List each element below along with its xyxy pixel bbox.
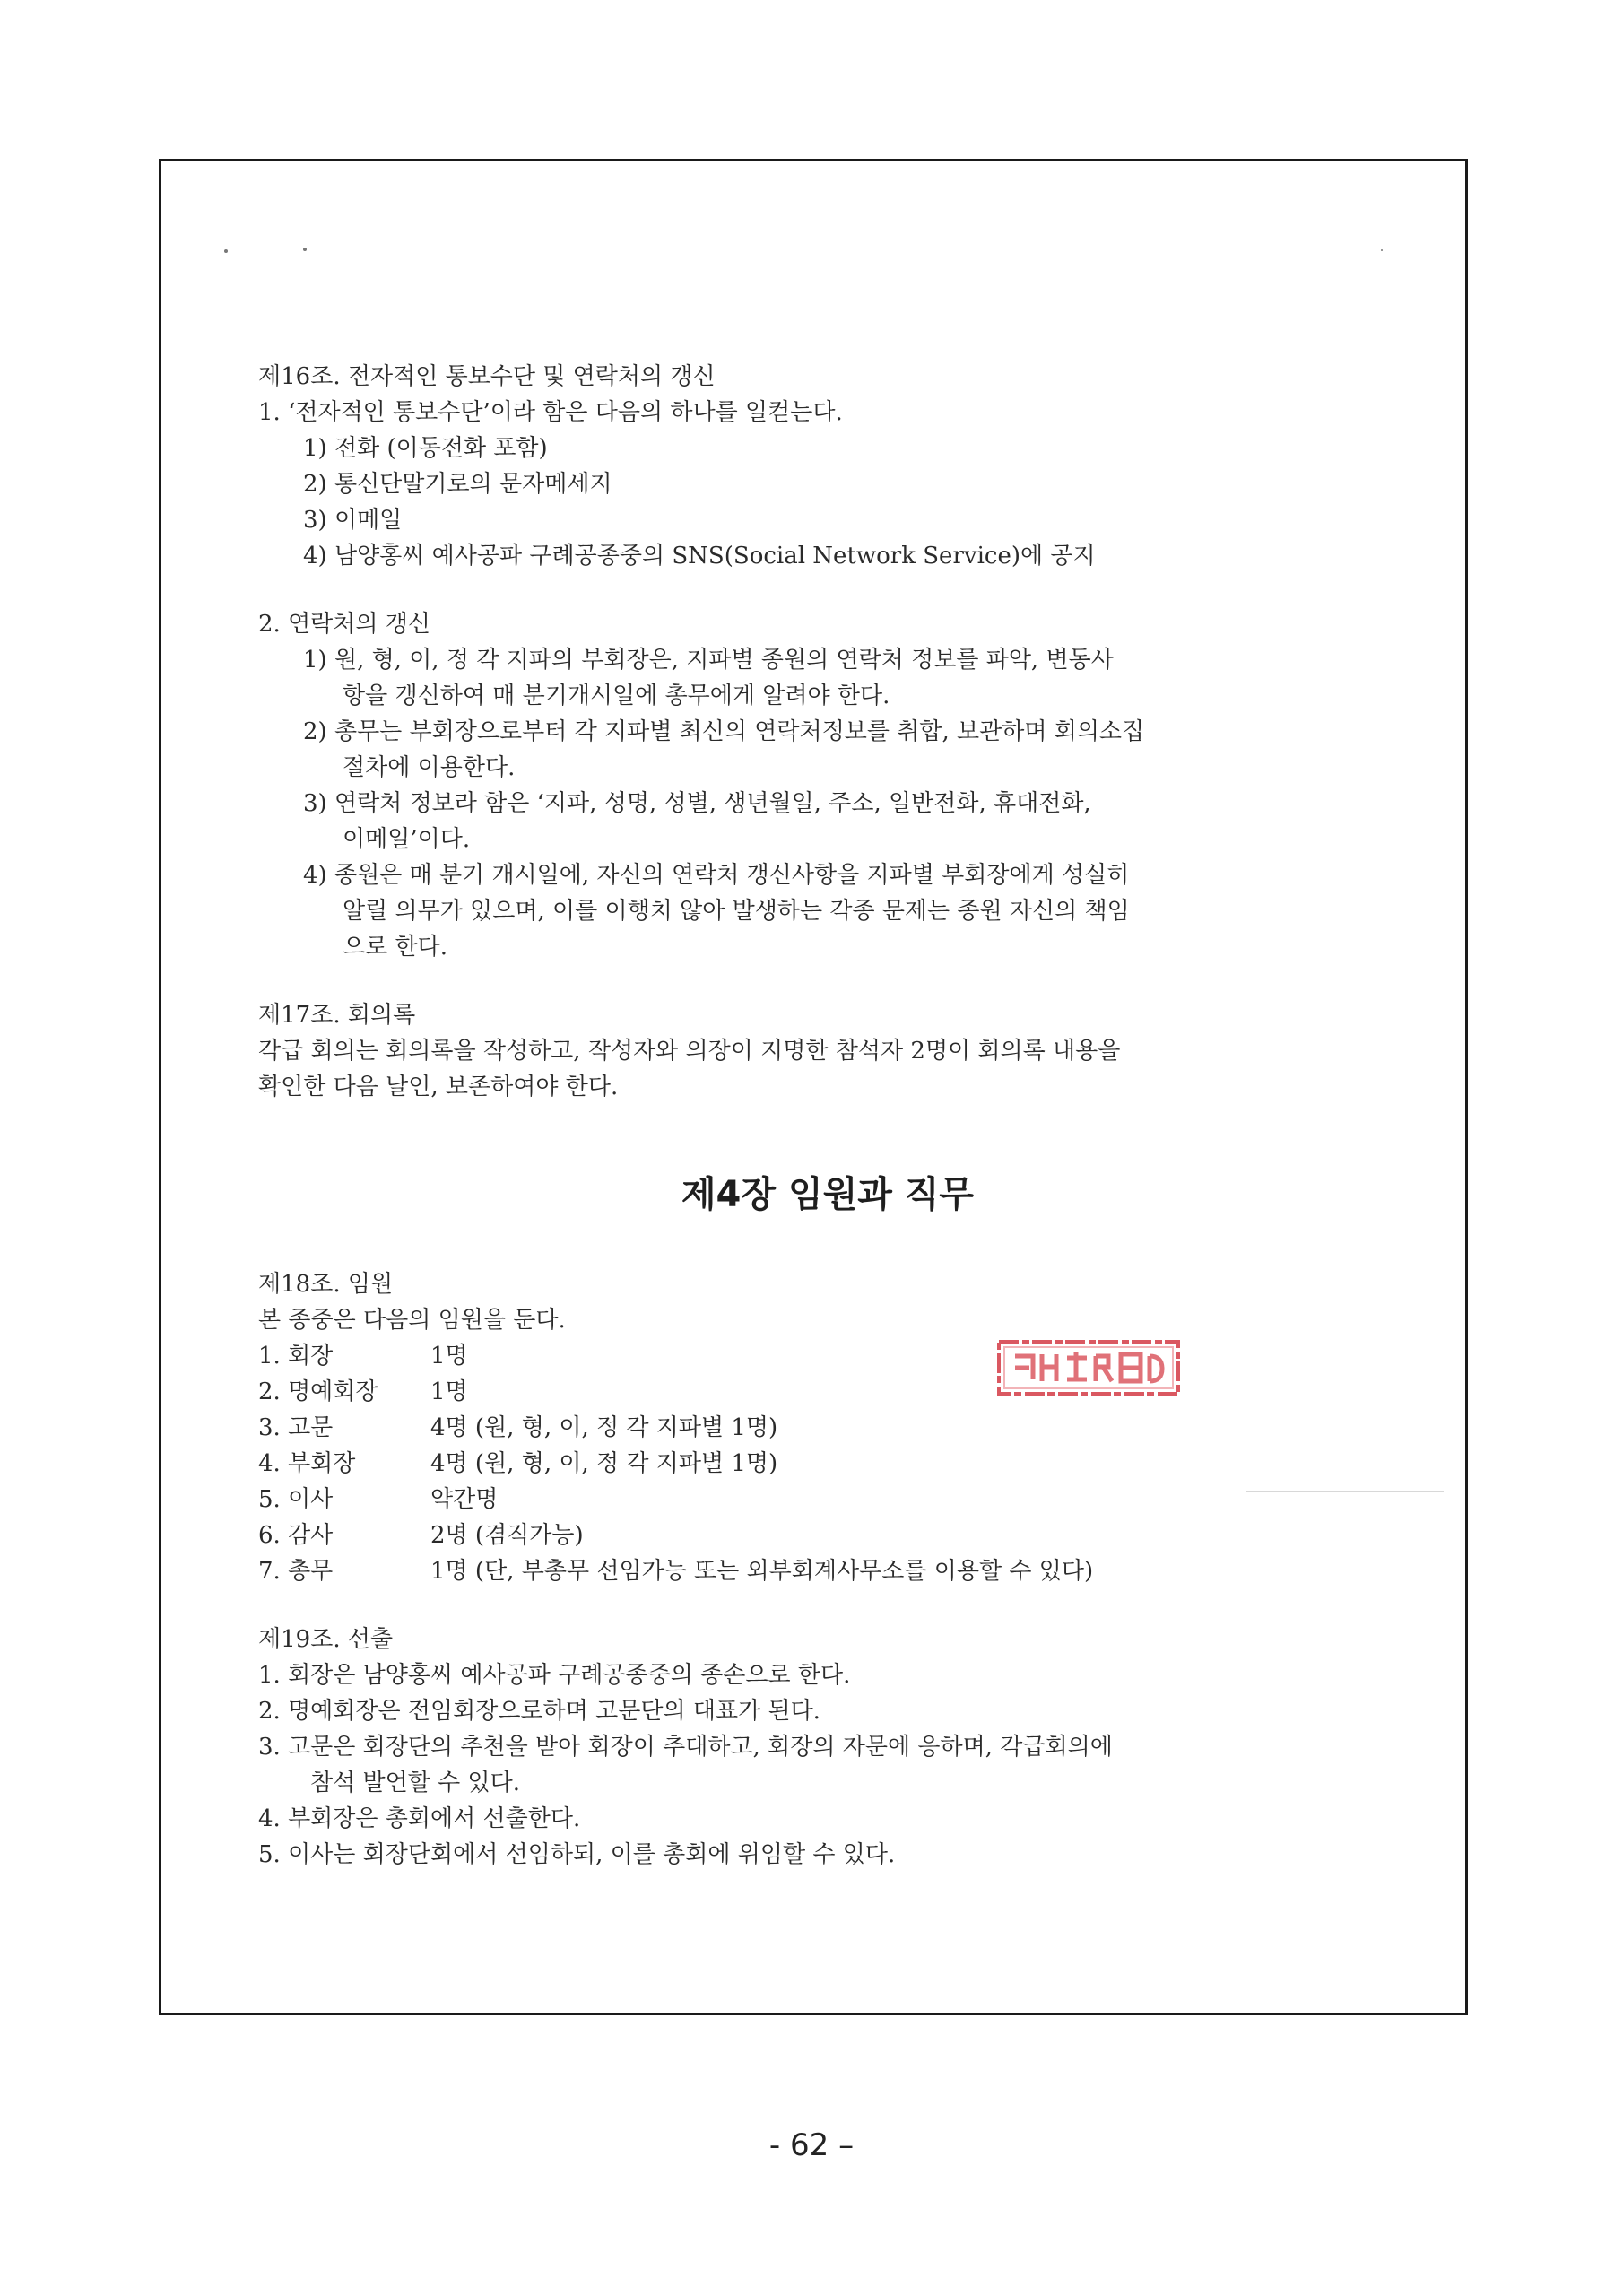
officer-count: 약간명 — [430, 1486, 499, 1513]
officer-count: 1명 — [430, 1378, 468, 1405]
article-16-item-2-sub-cont: 절차에 이용한다. — [343, 754, 516, 781]
officer-title: 5. 이사 — [258, 1486, 334, 1513]
article-16-item-2-sub: 2) 총무는 부회장으로부터 각 지파별 최신의 연락처정보를 취합, 보관하며 회의소집 — [303, 718, 1145, 745]
document-content — [258, 359, 1397, 1873]
article-16-item-1-sub: 1) 전화 (이동전화 포함) — [303, 435, 548, 462]
seal-stamp-graphic — [995, 1336, 1184, 1399]
article-19-item: 1. 회장은 남양홍씨 예사공파 구례공종중의 종손으로 한다. — [258, 1662, 851, 1689]
article-19-item: 3. 고문은 회장단의 추천을 받아 회장이 추대하고, 회장의 자문에 응하며, 각급회의에 — [258, 1734, 1113, 1761]
officer-count: 4명 (원, 형, 이, 정 각 지파별 1명) — [430, 1450, 778, 1477]
article-16-item-2-sub-cont: 으로 한다. — [343, 934, 447, 961]
seal-stamp — [995, 1336, 1184, 1399]
article-19-item: 4. 부회장은 총회에서 선출한다. — [258, 1805, 581, 1832]
officer-title: 4. 부회장 — [258, 1450, 356, 1477]
article-16-item-1-sub: 3) 이메일 — [303, 507, 403, 534]
article-16-item-2-sub: 1) 원, 형, 이, 정 각 지파의 부회장은, 지파별 종원의 연락처 정보를 파악, 변동사 — [303, 647, 1114, 674]
article-17-heading: 제17조. 회의록 — [258, 1002, 416, 1029]
officer-title: 6. 감사 — [258, 1522, 334, 1549]
chapter-4-title: 제4장 임원과 직무 — [681, 1174, 975, 1215]
article-17-text: 각급 회의는 회의록을 작성하고, 작성자와 의장이 지명한 참석자 2명이 회의록 내용을 — [258, 1038, 1121, 1065]
article-16-item-2-sub: 3) 연락처 정보라 함은 ‘지파, 성명, 성별, 생년월일, 주소, 일반전화, 휴대전화, — [303, 790, 1091, 817]
officer-count: 1명 — [430, 1343, 468, 1370]
officer-item — [258, 1446, 1397, 1482]
officer-count: 1명 (단, 부총무 선임가능 또는 외부회계사무소를 이용할 수 있다) — [430, 1558, 1094, 1585]
article-16-item-2: 2. 연락처의 갱신 — [258, 611, 431, 638]
article-16-item-1-sub: 4) 남양홍씨 예사공파 구례공종중의 SNS(Social Network Service)에 공지 — [303, 543, 1096, 570]
article-16-item-1-sub: 2) 통신단말기로의 문자메세지 — [303, 471, 612, 498]
officer-title: 2. 명예회장 — [258, 1378, 378, 1405]
officer-item — [258, 1410, 1397, 1446]
officer-item — [258, 1482, 1397, 1518]
article-16-item-2-sub-cont: 이메일’이다. — [343, 826, 471, 853]
article-16-item-1: 1. ‘전자적인 통보수단’이라 함은 다음의 하나를 일컫는다. — [258, 399, 843, 426]
officer-title: 7. 총무 — [258, 1558, 334, 1585]
officer-item — [258, 1553, 1397, 1589]
article-16-heading: 제16조. 전자적인 통보수단 및 연락처의 갱신 — [258, 363, 716, 390]
officer-title: 3. 고문 — [258, 1414, 334, 1441]
article-16-item-2-sub: 4) 종원은 매 분기 개시일에, 자신의 연락처 갱신사항을 지파별 부회장에게 성실히 — [303, 862, 1130, 889]
article-16-item-2-sub-cont: 항을 갱신하여 매 분기개시일에 총무에게 알려야 한다. — [343, 683, 890, 709]
officer-item — [258, 1518, 1397, 1553]
officer-item — [258, 1338, 1397, 1374]
page-number: - 62 – — [768, 2127, 855, 2163]
article-18-intro: 본 종중은 다음의 임원을 둔다. — [258, 1307, 566, 1334]
article-17-text: 확인한 다음 날인, 보존하여야 한다. — [258, 1074, 619, 1100]
officer-count: 2명 (겸직가능) — [430, 1522, 584, 1549]
article-19-item: 5. 이사는 회장단회에서 선임하되, 이를 총회에 위임할 수 있다. — [258, 1841, 896, 1868]
article-16-item-2-sub-cont: 알릴 의무가 있으며, 이를 이행치 않아 발생하는 각종 문제는 종원 자신의 책임 — [343, 898, 1130, 925]
document-frame — [159, 159, 1468, 2015]
article-19-item-cont: 참석 발언할 수 있다. — [310, 1770, 520, 1796]
article-19-item: 2. 명예회장은 전임회장으로하며 고문단의 대표가 된다. — [258, 1698, 820, 1725]
officer-item — [258, 1374, 1397, 1410]
scan-mark — [1246, 1491, 1444, 1492]
officer-title: 1. 회장 — [258, 1343, 334, 1370]
officer-count: 4명 (원, 형, 이, 정 각 지파별 1명) — [430, 1414, 778, 1441]
article-19-heading: 제19조. 선출 — [258, 1626, 394, 1653]
article-18-heading: 제18조. 임원 — [258, 1271, 394, 1298]
scan-specks — [224, 249, 1390, 257]
